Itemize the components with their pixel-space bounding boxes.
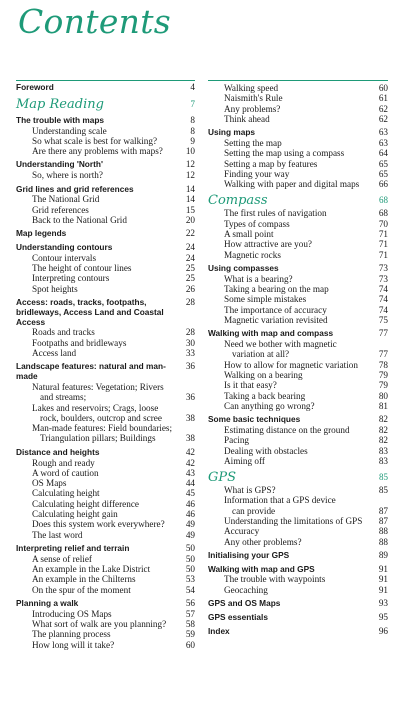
toc-page-number: 70 <box>378 218 388 229</box>
toc-page-number: 73 <box>378 262 388 273</box>
toc-chapter <box>16 97 195 112</box>
toc-entry-title: Are there any problems with maps? <box>32 146 163 157</box>
toc-page-number: 57 <box>185 608 195 619</box>
toc-entry <box>16 284 195 294</box>
toc-page-number: 91 <box>378 574 388 585</box>
toc-entry <box>16 554 195 564</box>
toc-page-number: 68 <box>379 195 388 206</box>
toc-entry <box>208 495 388 516</box>
toc-page-number: 36 <box>185 361 195 372</box>
toc-entry-title: Understanding contours <box>16 242 113 253</box>
toc-page-number: 58 <box>185 618 195 629</box>
toc-entry-title: Walking speed <box>224 83 279 93</box>
toc-entry-title: OS Maps <box>32 478 67 489</box>
toc-entry-title: Distance and heights <box>16 446 100 457</box>
toc-entry <box>208 93 388 103</box>
toc-entry-title: GPS essentials <box>208 611 268 622</box>
toc-page-number: 81 <box>378 400 388 411</box>
toc-page-number: 49 <box>185 519 195 530</box>
toc-page-number: 45 <box>185 488 195 499</box>
toc-entry-title: Geocaching <box>224 584 268 595</box>
toc-entry-title: How attractive are you? <box>224 239 313 250</box>
toc-page-number: 88 <box>378 526 388 537</box>
toc-page-number: 9 <box>190 135 195 146</box>
toc-entry <box>208 179 388 189</box>
toc-entry-title: Rough and ready <box>32 457 95 468</box>
toc-entry-title: An example in the Chilterns <box>32 574 136 585</box>
toc-page-number: 85 <box>379 472 388 483</box>
toc-entry <box>16 423 195 444</box>
toc-entry-title: Using compasses <box>208 262 279 273</box>
toc-page-number: 80 <box>378 390 388 401</box>
toc-page-number: 65 <box>378 168 388 179</box>
toc-entry <box>208 456 388 466</box>
toc-section <box>16 229 195 239</box>
toc-page-number: 12 <box>185 170 195 181</box>
toc-page-number: 12 <box>185 159 195 170</box>
toc-column-left <box>16 80 195 650</box>
toc-page-number: 8 <box>190 114 195 125</box>
column-rule <box>208 80 388 81</box>
toc-entry <box>208 516 388 526</box>
toc-entry-title: So what scale is best for walking? <box>32 135 158 146</box>
toc-entry-title: On the spur of the moment <box>32 584 131 595</box>
toc-page-number: 33 <box>185 348 195 359</box>
toc-page-number: 28 <box>185 297 195 308</box>
toc-entry-title: The importance of accuracy <box>224 304 327 315</box>
toc-page-number: 91 <box>378 563 388 574</box>
toc-page-number: 50 <box>185 563 195 574</box>
toc-page-number: 42 <box>185 446 195 457</box>
toc-entry <box>208 114 388 124</box>
toc-entry-title: GPS and OS Maps <box>208 598 281 609</box>
toc-page-number: 46 <box>185 508 195 519</box>
toc-entry-title: Think ahead <box>224 113 270 124</box>
toc-entry-title: Taking a bearing on the map <box>224 284 329 295</box>
toc-entry-title: Setting the map <box>224 137 282 148</box>
toc-page-number: 62 <box>378 103 388 114</box>
toc-page-number: 28 <box>185 327 195 338</box>
toc-entry-title: Magnetic rocks <box>224 249 281 260</box>
toc-entry <box>208 305 388 315</box>
toc-entry <box>16 488 195 498</box>
toc-page-number: 79 <box>378 369 388 380</box>
toc-page-number: 82 <box>378 424 388 435</box>
toc-page-number: 83 <box>378 455 388 466</box>
toc-page-number: 71 <box>378 249 388 260</box>
toc-page-number: 24 <box>185 252 195 263</box>
toc-page-number: 10 <box>185 146 195 157</box>
column-rule <box>16 80 195 81</box>
toc-entry-title: Index <box>208 625 230 636</box>
toc-column-right <box>208 80 388 636</box>
toc-section <box>208 565 388 575</box>
toc-page-number: 87 <box>378 505 388 516</box>
toc-entry-title: Finding your way <box>224 168 290 179</box>
toc-entry <box>16 382 195 403</box>
toc-entry <box>208 574 388 584</box>
toc-page-number: 91 <box>378 584 388 595</box>
toc-entry-title: Naismith's Rule <box>224 93 283 104</box>
toc-page-number: 20 <box>185 214 195 225</box>
toc-section <box>208 128 388 138</box>
toc-entry-title <box>16 423 177 444</box>
toc-entry-title: Access land <box>32 348 77 359</box>
toc-entry-title: Grid lines and grid references <box>16 183 134 194</box>
toc-entry-title: Understanding the limitations of GPS <box>224 515 363 526</box>
toc-chapter <box>208 193 388 208</box>
toc-page-number: 14 <box>185 194 195 205</box>
toc-entry <box>16 458 195 468</box>
toc-section <box>16 448 195 458</box>
toc-page-number: 50 <box>185 553 195 564</box>
toc-entry <box>16 273 195 283</box>
toc-entry-title: Some basic techniques <box>208 414 301 425</box>
toc-entry <box>208 229 388 239</box>
toc-entry <box>208 159 388 169</box>
toc-section <box>208 329 388 339</box>
toc-page-number: 4 <box>190 82 195 92</box>
toc-entry-title: A sense of relief <box>32 553 92 564</box>
toc-entry <box>16 348 195 358</box>
toc-page-number: 49 <box>185 529 195 540</box>
toc-entry <box>208 585 388 595</box>
toc-entry-title: Taking a back bearing <box>224 390 306 401</box>
toc-entry-title: Using maps <box>208 127 256 138</box>
toc-entry-title: Initialising your GPS <box>208 549 290 560</box>
toc-page-number: 89 <box>378 549 388 560</box>
toc-entry <box>16 146 195 156</box>
toc-page-number: 30 <box>185 337 195 348</box>
toc-entry <box>16 136 195 146</box>
toc-page-number: 77 <box>378 328 388 339</box>
toc-entry-title-line: can provide <box>232 505 276 516</box>
toc-page-number: 64 <box>378 148 388 159</box>
toc-entry-title <box>208 495 370 516</box>
toc-entry-title: Planning a walk <box>16 597 79 608</box>
toc-entry <box>16 170 195 180</box>
toc-entry <box>208 435 388 445</box>
toc-page-number: 96 <box>378 625 388 636</box>
page-title: Contents <box>18 2 172 41</box>
toc-section <box>208 551 388 561</box>
toc-entry-title <box>16 382 177 403</box>
toc-page-number: 74 <box>378 284 388 295</box>
toc-entry-title: Setting the map using a compass <box>224 148 345 159</box>
toc-entry-title: Types of compass <box>224 218 290 229</box>
toc-section <box>208 627 388 637</box>
toc-entry <box>208 148 388 158</box>
toc-entry-title: What is GPS? <box>224 485 276 496</box>
toc-page-number: 65 <box>378 158 388 169</box>
toc-section <box>208 613 388 623</box>
toc-entry <box>16 530 195 540</box>
toc-entry <box>16 564 195 574</box>
toc-section <box>208 415 388 425</box>
toc-page-number: 53 <box>185 574 195 585</box>
toc-entry-title: Aiming off <box>224 455 265 466</box>
toc-page-number: 77 <box>378 349 388 360</box>
toc-entry <box>16 478 195 488</box>
toc-entry-title: The height of contour lines <box>32 263 132 274</box>
toc-entry-title <box>16 403 177 424</box>
toc-entry <box>208 239 388 249</box>
toc-entry <box>16 468 195 478</box>
toc-entry-title: The National Grid <box>32 194 100 205</box>
toc-entry <box>16 499 195 509</box>
toc-entry-title: Pacing <box>224 435 250 446</box>
toc-entry-title: Walking with map and GPS <box>208 563 315 574</box>
toc-entry <box>16 640 195 650</box>
toc-entry <box>208 138 388 148</box>
toc-entry-title: Spot heights <box>32 283 78 294</box>
toc-page-number: 83 <box>378 445 388 456</box>
toc-entry-title: Interpreting contours <box>32 273 110 284</box>
toc-entry-title: Map legends <box>16 228 67 239</box>
toc-page-number: 38 <box>185 433 195 444</box>
toc-page-number: 75 <box>378 314 388 325</box>
toc-entry-title <box>208 339 370 360</box>
toc-entry <box>208 294 388 304</box>
toc-page-number: 71 <box>378 229 388 240</box>
toc-entry <box>208 380 388 390</box>
toc-entry-title: Calculating height gain <box>32 508 118 519</box>
toc-page-number: 43 <box>185 467 195 478</box>
toc-page-number: 38 <box>185 412 195 423</box>
toc-entry <box>208 315 388 325</box>
toc-entry-title-line: Man-made features: Field boundaries; <box>32 423 173 434</box>
toc-entry <box>16 126 195 136</box>
toc-page-number: 87 <box>378 515 388 526</box>
toc-page-number: 7 <box>190 98 195 109</box>
toc-entry <box>208 401 388 411</box>
toc-page-number: 61 <box>378 93 388 104</box>
toc-entry-title: Contour intervals <box>32 252 97 263</box>
toc-page-number: 95 <box>378 611 388 622</box>
toc-section <box>208 264 388 274</box>
toc-entry-title: Does this system work everywhere? <box>32 519 165 530</box>
toc-entry-title: Compass <box>208 193 268 209</box>
toc-entry-title: Is it that easy? <box>224 380 277 391</box>
toc-entry <box>208 391 388 401</box>
toc-entry-title: The trouble with waypoints <box>224 574 326 585</box>
toc-entry <box>208 219 388 229</box>
toc-entry <box>208 169 388 179</box>
toc-entry-title: Accuracy <box>224 526 260 537</box>
toc-page-number: 59 <box>185 629 195 640</box>
toc-entry-title: Grid references <box>32 204 89 215</box>
toc-entry <box>208 425 388 435</box>
toc-entry-title: An example in the Lake District <box>32 563 151 574</box>
toc-entry <box>208 526 388 536</box>
toc-entry <box>16 403 195 424</box>
toc-page-number: 68 <box>378 208 388 219</box>
toc-section <box>16 116 195 126</box>
toc-entry-title-line: Lakes and reservoirs; Crags, loose <box>32 402 159 413</box>
toc-entry-title: Understanding 'North' <box>16 159 103 170</box>
toc-entry-title: Access: roads, tracks, footpaths, bridleways, Access Land and Coastal Access <box>16 297 166 327</box>
toc-entry <box>208 83 388 93</box>
toc-entry <box>16 585 195 595</box>
toc-page-number: 54 <box>185 584 195 595</box>
toc-entry <box>16 338 195 348</box>
toc-entry-title: So, where is north? <box>32 170 103 181</box>
toc-entry-title: The last word <box>32 529 83 540</box>
toc-entry-title: Can anything go wrong? <box>224 400 315 411</box>
toc-entry <box>16 215 195 225</box>
toc-page-number: 46 <box>185 498 195 509</box>
toc-page-number: 82 <box>378 435 388 446</box>
toc-page-number: 79 <box>378 380 388 391</box>
toc-entry <box>208 537 388 547</box>
toc-entry-title-line: Triangulation pillars; Buildings <box>40 433 156 444</box>
toc-entry-title: Magnetic variation revisited <box>224 314 328 325</box>
toc-page-number: 15 <box>185 204 195 215</box>
toc-entry <box>208 250 388 260</box>
toc-page-number: 82 <box>378 414 388 425</box>
toc-entry-title: Walking on a bearing <box>224 369 303 380</box>
toc-entry <box>16 509 195 519</box>
toc-page-number: 50 <box>185 542 195 553</box>
toc-entry-title: A small point <box>224 229 274 240</box>
toc-entry <box>208 370 388 380</box>
toc-entry-title: Footpaths and bridleways <box>32 337 127 348</box>
toc-entry-title: What is a bearing? <box>224 273 293 284</box>
toc-entry-title: Foreword <box>16 82 54 92</box>
toc-page-number: 63 <box>378 137 388 148</box>
toc-section <box>16 298 195 327</box>
toc-entry-title: The planning process <box>32 629 111 640</box>
toc-entry <box>208 104 388 114</box>
toc-page-number: 25 <box>185 263 195 274</box>
toc-page-number: 60 <box>378 83 388 93</box>
toc-section <box>208 599 388 609</box>
toc-entry-title: How long will it take? <box>32 639 115 650</box>
toc-entry-title-line: variation at all? <box>232 349 290 360</box>
toc-entry <box>208 208 388 218</box>
toc-page-number: 8 <box>190 125 195 136</box>
toc-entry-title: Landscape features: natural and man-made <box>16 361 166 382</box>
toc-entry-title: Calculating height difference <box>32 498 139 509</box>
toc-page-number: 93 <box>378 598 388 609</box>
toc-entry-title: How to allow for magnetic variation <box>224 359 358 370</box>
toc-entry-title: Walking with map and compass <box>208 328 334 339</box>
toc-entry-title: GPS <box>208 470 237 486</box>
toc-page-number: 60 <box>185 639 195 650</box>
toc-page-number: 56 <box>185 597 195 608</box>
toc-entry-title-line: and streams; <box>40 392 87 403</box>
toc-entry-title: Any problems? <box>224 103 281 114</box>
toc-page-number: 36 <box>185 392 195 403</box>
toc-entry <box>16 619 195 629</box>
toc-section <box>16 160 195 170</box>
toc-entry <box>208 446 388 456</box>
toc-page-number: 78 <box>378 359 388 370</box>
toc-section <box>16 599 195 609</box>
toc-page-number: 66 <box>378 179 388 190</box>
toc-section <box>16 362 195 382</box>
toc-entry <box>208 360 388 370</box>
toc-entry-title: What sort of walk are you planning? <box>32 618 167 629</box>
toc-entry <box>208 485 388 495</box>
toc-section <box>16 544 195 554</box>
toc-page-number: 22 <box>185 228 195 239</box>
toc-entry-title: Any other problems? <box>224 536 302 547</box>
toc-entry-title: Setting a map by features <box>224 158 318 169</box>
toc-entry-title: Some simple mistakes <box>224 294 307 305</box>
toc-page-number: 71 <box>378 239 388 250</box>
toc-chapter <box>208 470 388 485</box>
toc-page-number: 25 <box>185 273 195 284</box>
toc-entry <box>208 339 388 360</box>
toc-entry <box>208 274 388 284</box>
toc-entry-title: Walking with paper and digital maps <box>224 179 360 190</box>
toc-entry <box>16 194 195 204</box>
toc-entry-title-line: Natural features: Vegetation; Rivers <box>32 381 164 392</box>
toc-page-number: 14 <box>185 183 195 194</box>
toc-entry <box>16 574 195 584</box>
toc-entry-title-line: rock, boulders, outcrop and scree <box>40 412 162 423</box>
toc-entry <box>16 609 195 619</box>
toc-page-number: 42 <box>185 457 195 468</box>
toc-page-number: 63 <box>378 127 388 138</box>
toc-page-number: 88 <box>378 536 388 547</box>
toc-entry-title-line: Information that a GPS device <box>224 495 336 506</box>
toc-entry <box>16 519 195 529</box>
toc-page-number: 44 <box>185 478 195 489</box>
toc-entry-title: Dealing with obstacles <box>224 445 308 456</box>
toc-entry <box>16 253 195 263</box>
toc-page-number: 85 <box>378 485 388 496</box>
toc-entry-title: Introducing OS Maps <box>32 608 112 619</box>
toc-entry-title: Understanding scale <box>32 125 107 136</box>
toc-section <box>16 185 195 195</box>
toc-entry <box>16 205 195 215</box>
toc-entry-title: The trouble with maps <box>16 114 105 125</box>
toc-entry-title: Map Reading <box>16 96 104 112</box>
toc-section <box>16 83 195 93</box>
toc-entry <box>16 327 195 337</box>
toc-entry-title-line: Need we bother with magnetic <box>224 339 337 350</box>
toc-page-number: 73 <box>378 273 388 284</box>
toc-entry-title: Back to the National Grid <box>32 214 127 225</box>
toc-page-number: 62 <box>378 113 388 124</box>
toc-entry-title: Estimating distance on the ground <box>224 424 350 435</box>
toc-page-number: 74 <box>378 304 388 315</box>
toc-entry-title: A word of caution <box>32 467 99 478</box>
toc-entry-title: Calculating height <box>32 488 100 499</box>
toc-entry-title: Roads and tracks <box>32 327 95 338</box>
toc-page-number: 26 <box>185 283 195 294</box>
toc-section <box>16 243 195 253</box>
toc-entry-title: The first rules of navigation <box>224 208 327 219</box>
toc-entry <box>16 263 195 273</box>
toc-entry <box>208 284 388 294</box>
toc-entry <box>16 629 195 639</box>
toc-page-number: 74 <box>378 294 388 305</box>
toc-entry-title: Interpreting relief and terrain <box>16 542 130 553</box>
toc-page-number: 24 <box>185 242 195 253</box>
